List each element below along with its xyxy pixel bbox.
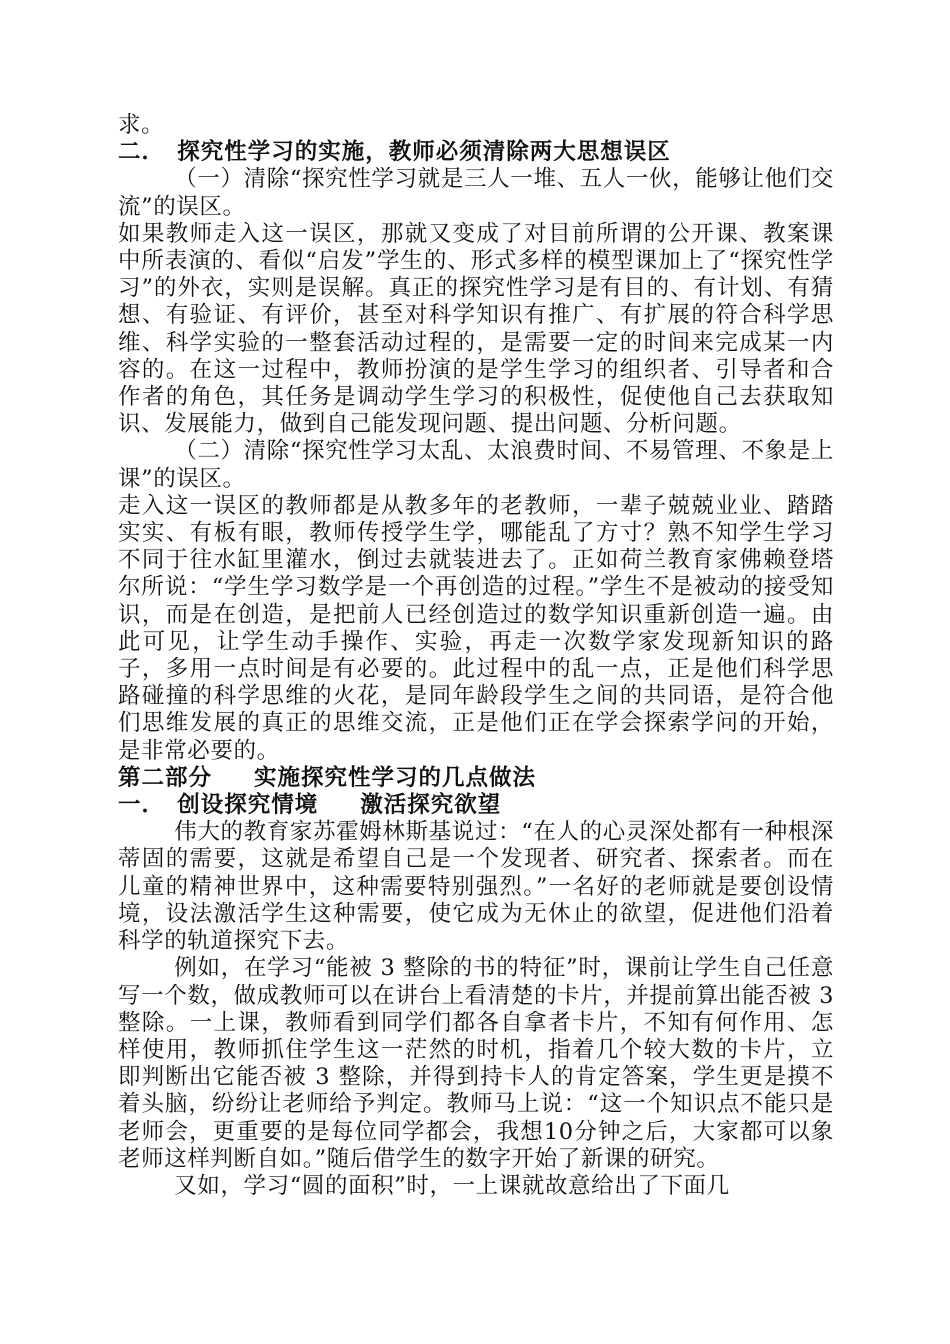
paragraph-fragment: 求。 [118,112,165,138]
section-heading-two: 二． 探究性学习的实施，教师必须清除两大思想误区 [118,139,671,166]
part-two-heading [118,765,834,792]
paragraph-example-two: 又如，学习“圆的面积”时，一上课就故意给出了下面几 [174,1172,730,1199]
section-heading-one-b: 激活探究欲望 [360,792,502,819]
subsection-one: （一）清除“探究性学习就是三人一堆、五人一伙，能够让他们交流”的误区。 [118,166,834,220]
paragraph-misconception-two: 走入这一误区的教师都是从教多年的老教师，一辈子兢兢业业、踏踏实实、有板有眼，教师传授学生学，哪能乱了方寸？熟不知学生学习不同于往水缸里灌水，倒过去就装进去了。正如荷兰教育家佛赖登塔尔所说：“学生学习数学是一个再创造的过程。”学生不是被动的接受知识，而是在创造，是把前人已经创造过的数学知识重新创造一遍。由此可见，让学生动手操作、实验，再走一次数学家发现新知识的路子，多用一点时间是有必要的。此过程中的乱一点，正是他们科学思路碰撞的科学思维的火花，是同年龄段学生之间的共同语，是符合他们思维发展的真正的思维交流，正是他们正在学会探索学问的开始，是非常必要的。 [118,492,834,764]
subsection-two: （二）清除“探究性学习太乱、太浪费时间、不易管理、不象是上课”的误区。 [118,438,834,492]
section-heading-one [118,792,834,819]
paragraph-example-one: 例如，在学习“能被 3 整除的书的特征”时，课前让学生自己任意写一个数，做成教师可以在讲台上看清楚的卡片，并提前算出能否被 3 整除。一上课，教师看到同学们都各自拿者卡片，不知有何作用、怎样使用，教师抓住学生这一茫然的时机，指着几个较大数的卡片，立即判断出它能否被 3 整除，并得到持卡人的肯定答案，学生更是摸不着头脑，纷纷让老师给予判定。教师马上说：“这一个知识点不能只是老师会，更重要的是每位同学都会，我想10分钟之后，大家都可以象老师这样判断自如。”随后借学生的数字开始了新课的研究。 [118,955,834,1172]
part-two-title: 实施探究性学习的几点做法 [254,764,537,791]
section-heading-one-a: 一． 创设探究情境 [118,792,319,819]
document-body [118,112,834,1200]
paragraph-misconception-one: 如果教师走入这一误区，那就又变成了对目前所谓的公开课、教案课中所表演的、看似“启发”学生的、形式多样的模型课加上了“探究性学习”的外衣，实则是误解。真正的探究性学习是有目的、有计划、有猜想、有验证、有评价，甚至对科学知识有推广、有扩展的符合科学思维、科学实验的一整套活动过程的，是需要一定的时间来完成某一内容的。在这一过程中，教师扮演的是学生学习的组织者、引导者和合作者的角色，其任务是调动学生学习的积极性，促使他自己去获取知识、发展能力，做到自己能发现问题、提出问题、分析问题。 [118,220,834,438]
part-two-label: 第二部分 [118,764,213,791]
paragraph-quote: 伟大的教育家苏霍姆林斯基说过：“在人的心灵深处都有一种根深蒂固的需要，这就是希望自己是一个发现者、研究者、探索者。而在儿童的精神世界中，这种需要特别强烈。”一名好的老师就是要创设情境，设法激活学生这种需要，使它成为无休止的欲望，促进他们沿着科学的轨道探究下去。 [118,819,834,955]
